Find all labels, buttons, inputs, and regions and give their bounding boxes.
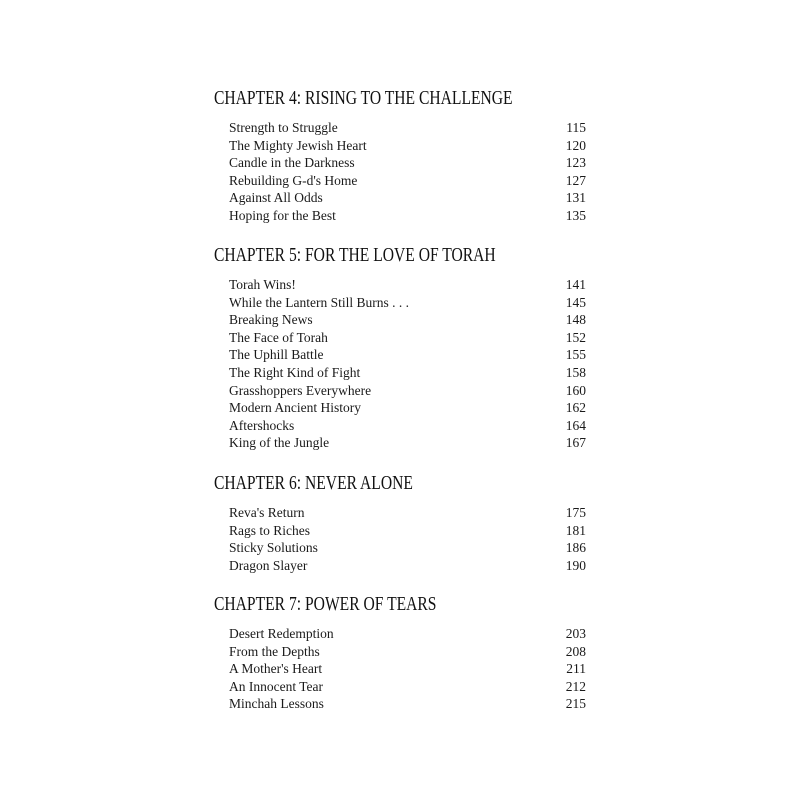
entry-title: The Uphill Battle [229, 347, 324, 363]
toc-entry [214, 329, 586, 347]
entry-page-number: 175 [565, 505, 586, 520]
chapter-entries [214, 504, 586, 574]
entry-title: Rebuilding G-d's Home [229, 172, 358, 188]
entry-title: Dragon Slayer [229, 557, 308, 573]
entry-page-number: 158 [565, 364, 586, 380]
entry-title: Against All Odds [229, 190, 323, 206]
chapter-heading: CHAPTER 6: NEVER ALONE [214, 472, 413, 494]
entry-page-number: 141 [565, 277, 586, 292]
entry-title: Aftershocks [229, 417, 295, 433]
toc-entry [214, 399, 586, 417]
entry-page-number: 186 [565, 540, 586, 556]
entry-page-number: 135 [565, 207, 586, 223]
entry-page-number: 212 [565, 678, 586, 694]
entry-page-number: 208 [565, 643, 586, 659]
entry-title: The Face of Torah [229, 329, 328, 345]
entry-title: Torah Wins! [229, 277, 296, 292]
entry-title: The Mighty Jewish Heart [229, 137, 367, 153]
toc-entry [214, 172, 586, 190]
chapter-heading: CHAPTER 4: RISING TO THE CHALLENGE [214, 87, 513, 109]
entry-page-number: 160 [565, 382, 586, 398]
entry-title: Strength to Struggle [229, 120, 338, 135]
entry-page-number: 211 [566, 661, 586, 677]
entry-title: King of the Jungle [229, 435, 330, 451]
entry-page-number: 127 [565, 172, 586, 188]
chapter-entries [214, 276, 586, 452]
entry-page-number: 115 [566, 120, 586, 135]
entry-title: Rags to Riches [229, 522, 310, 538]
entry-page-number: 215 [565, 696, 586, 712]
toc-entry [214, 625, 586, 643]
toc-entry [214, 557, 586, 575]
chapter-heading: CHAPTER 7: POWER OF TEARS [214, 593, 437, 615]
toc-entry [214, 539, 586, 557]
chapter-entries [214, 625, 586, 713]
toc-entry [214, 678, 586, 696]
entry-page-number: 162 [565, 400, 586, 416]
entry-page-number: 167 [565, 435, 586, 451]
entry-page-number: 203 [565, 626, 586, 641]
entry-title: Breaking News [229, 312, 313, 328]
entry-page-number: 152 [565, 329, 586, 345]
entry-title: The Right Kind of Fight [229, 364, 361, 380]
toc-entry [214, 643, 586, 661]
entry-page-number: 155 [565, 347, 586, 363]
entry-title: Reva's Return [229, 505, 305, 520]
entry-page-number: 131 [565, 190, 586, 206]
toc-entry [214, 294, 586, 312]
chapter-entries [214, 119, 586, 225]
entry-page-number: 181 [565, 522, 586, 538]
entry-title: A Mother's Heart [229, 661, 323, 677]
toc-entry [214, 189, 586, 207]
entry-title: Sticky Solutions [229, 540, 318, 556]
toc-entry [214, 522, 586, 540]
entry-title: Modern Ancient History [229, 400, 361, 416]
toc-entry [214, 311, 586, 329]
toc-entry [214, 276, 586, 294]
entry-title: Candle in the Darkness [229, 155, 355, 171]
toc-entry [214, 660, 586, 678]
toc-entry [214, 154, 586, 172]
toc-entry [214, 207, 586, 225]
toc-entry [214, 417, 586, 435]
chapter-4-section [214, 86, 586, 225]
entry-title: Desert Redemption [229, 626, 334, 641]
entry-title: While the Lantern Still Burns . . . [229, 294, 409, 310]
entry-page-number: 148 [565, 312, 586, 328]
entry-title: Grasshoppers Everywhere [229, 382, 372, 398]
chapter-7-section [214, 592, 586, 713]
entry-page-number: 164 [565, 417, 586, 433]
toc-entry [214, 695, 586, 713]
entry-title: Hoping for the Best [229, 207, 336, 223]
entry-title: From the Depths [229, 643, 320, 659]
entry-title: An Innocent Tear [229, 678, 324, 694]
toc-entry [214, 364, 586, 382]
toc-entry [214, 504, 586, 522]
toc-entry [214, 346, 586, 364]
entry-page-number: 145 [565, 294, 586, 310]
chapter-6-section [214, 471, 586, 574]
entry-page-number: 120 [565, 137, 586, 153]
toc-entry [214, 434, 586, 452]
chapter-heading: CHAPTER 5: FOR THE LOVE OF TORAH [214, 244, 496, 266]
toc-entry [214, 119, 586, 137]
entry-page-number: 190 [565, 557, 586, 573]
entry-page-number: 123 [565, 155, 586, 171]
entry-title: Minchah Lessons [229, 696, 324, 712]
toc-entry [214, 382, 586, 400]
chapter-5-section [214, 243, 586, 452]
toc-entry [214, 137, 586, 155]
